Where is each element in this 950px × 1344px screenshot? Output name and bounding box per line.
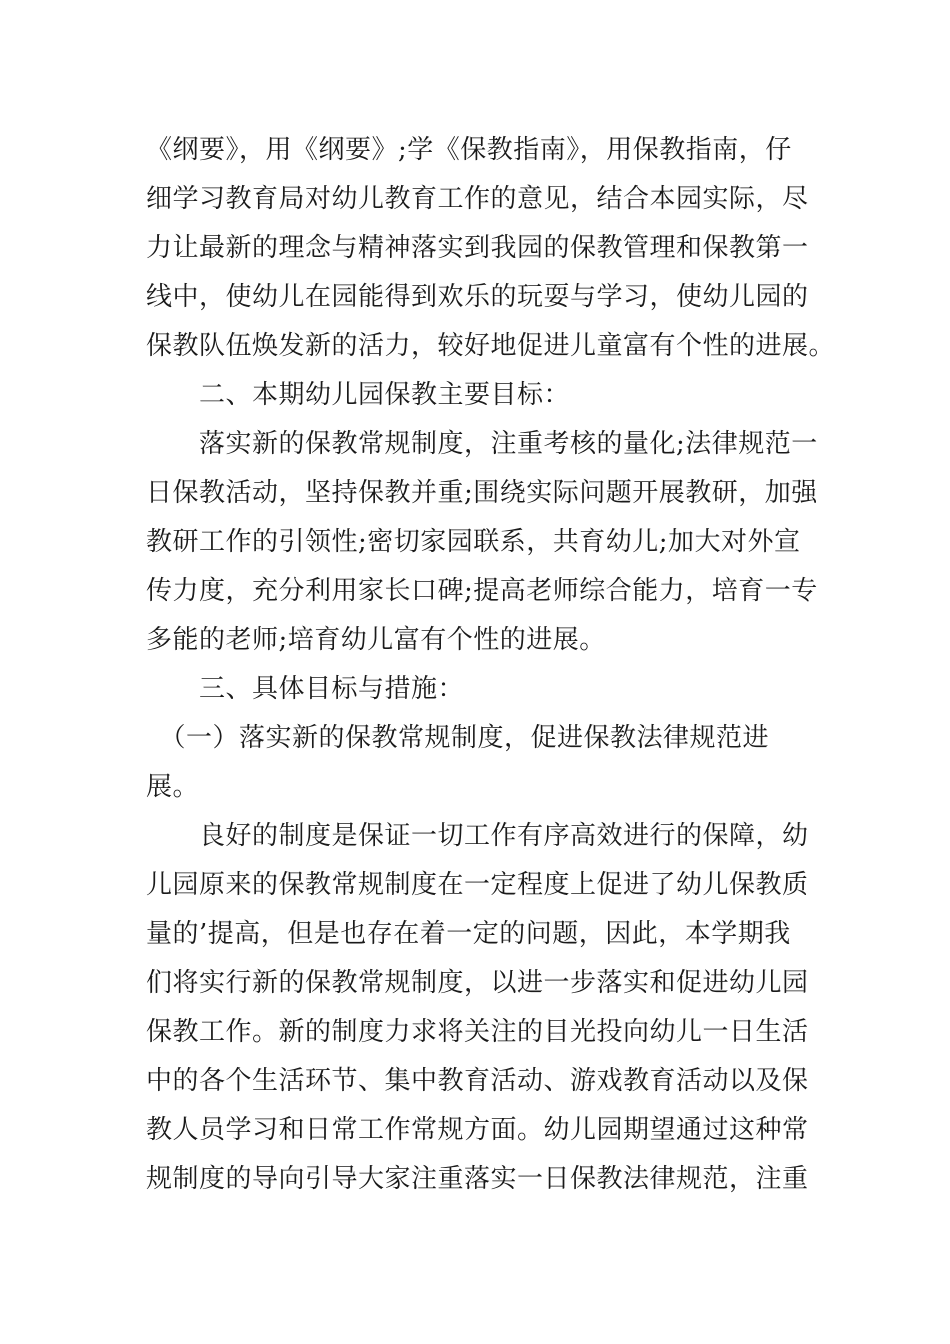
text-line: 日保教活动，坚持保教并重;围绕实际问题开展教研，加强 — [146, 478, 818, 508]
text-line: 多能的老师;培育幼儿富有个性的进展。 — [146, 625, 606, 655]
section-heading — [146, 371, 806, 420]
section-heading — [146, 665, 806, 714]
text-line: 落实新的保教常规制度，注重考核的量化;法律规范一 — [146, 429, 818, 459]
section-2-heading: 二、本期幼儿园保教主要目标： — [146, 380, 571, 410]
section-3-heading: 三、具体目标与措施： — [146, 674, 465, 704]
text-line: 传力度，充分利用家长口碑;提高老师综合能力，培育一专 — [146, 576, 818, 606]
text-line: 教人员学习和日常工作常规方面。幼儿园期望通过这种常 — [146, 1115, 809, 1145]
text-line: 力让最新的理念与精神落实到我园的保教管理和保教第一 — [146, 233, 809, 263]
text-line: 规制度的导向引导大家注重落实一日保教法律规范，注重 — [146, 1164, 809, 1194]
text-line: 线中，使幼儿在园能得到欢乐的玩耍与学习，使幼儿园的 — [146, 282, 809, 312]
text-line: 保教队伍焕发新的活力，较好地促进儿童富有个性的进展。 — [146, 331, 836, 361]
text-line: 量的’提高，但是也存在着一定的问题，因此，本学期我 — [146, 919, 791, 949]
text-line: 教研工作的引领性;密切家园联系，共育幼儿;加大对外宣 — [146, 527, 801, 557]
text-line: 们将实行新的保教常规制度，以进一步落实和促进幼儿园 — [146, 968, 809, 998]
text-line: 细学习教育局对幼儿教育工作的意见，结合本园实际，尽 — [146, 184, 809, 214]
text-line: 展。 — [146, 772, 200, 802]
text-line: 保教工作。新的制度力求将关注的目光投向幼儿一日生活 — [146, 1017, 809, 1047]
text-line: 中的各个生活环节、集中教育活动、游戏教育活动以及保 — [146, 1066, 809, 1096]
intro-paragraph — [146, 126, 836, 371]
text-line: 儿园原来的保教常规制度在一定程度上促进了幼儿保教质 — [146, 870, 809, 900]
text-line: 良好的制度是保证一切工作有序高效进行的保障，幼 — [146, 821, 809, 851]
subsection-paragraph — [146, 812, 809, 1204]
section-2-paragraph — [146, 420, 818, 665]
subsection-heading — [146, 714, 806, 812]
text-line: 《纲要》，用《纲要》;学《保教指南》，用保教指南，仔 — [146, 135, 792, 165]
document-body — [146, 126, 836, 1204]
text-line: （一）落实新的保教常规制度，促进保教法律规范进 — [146, 723, 770, 753]
